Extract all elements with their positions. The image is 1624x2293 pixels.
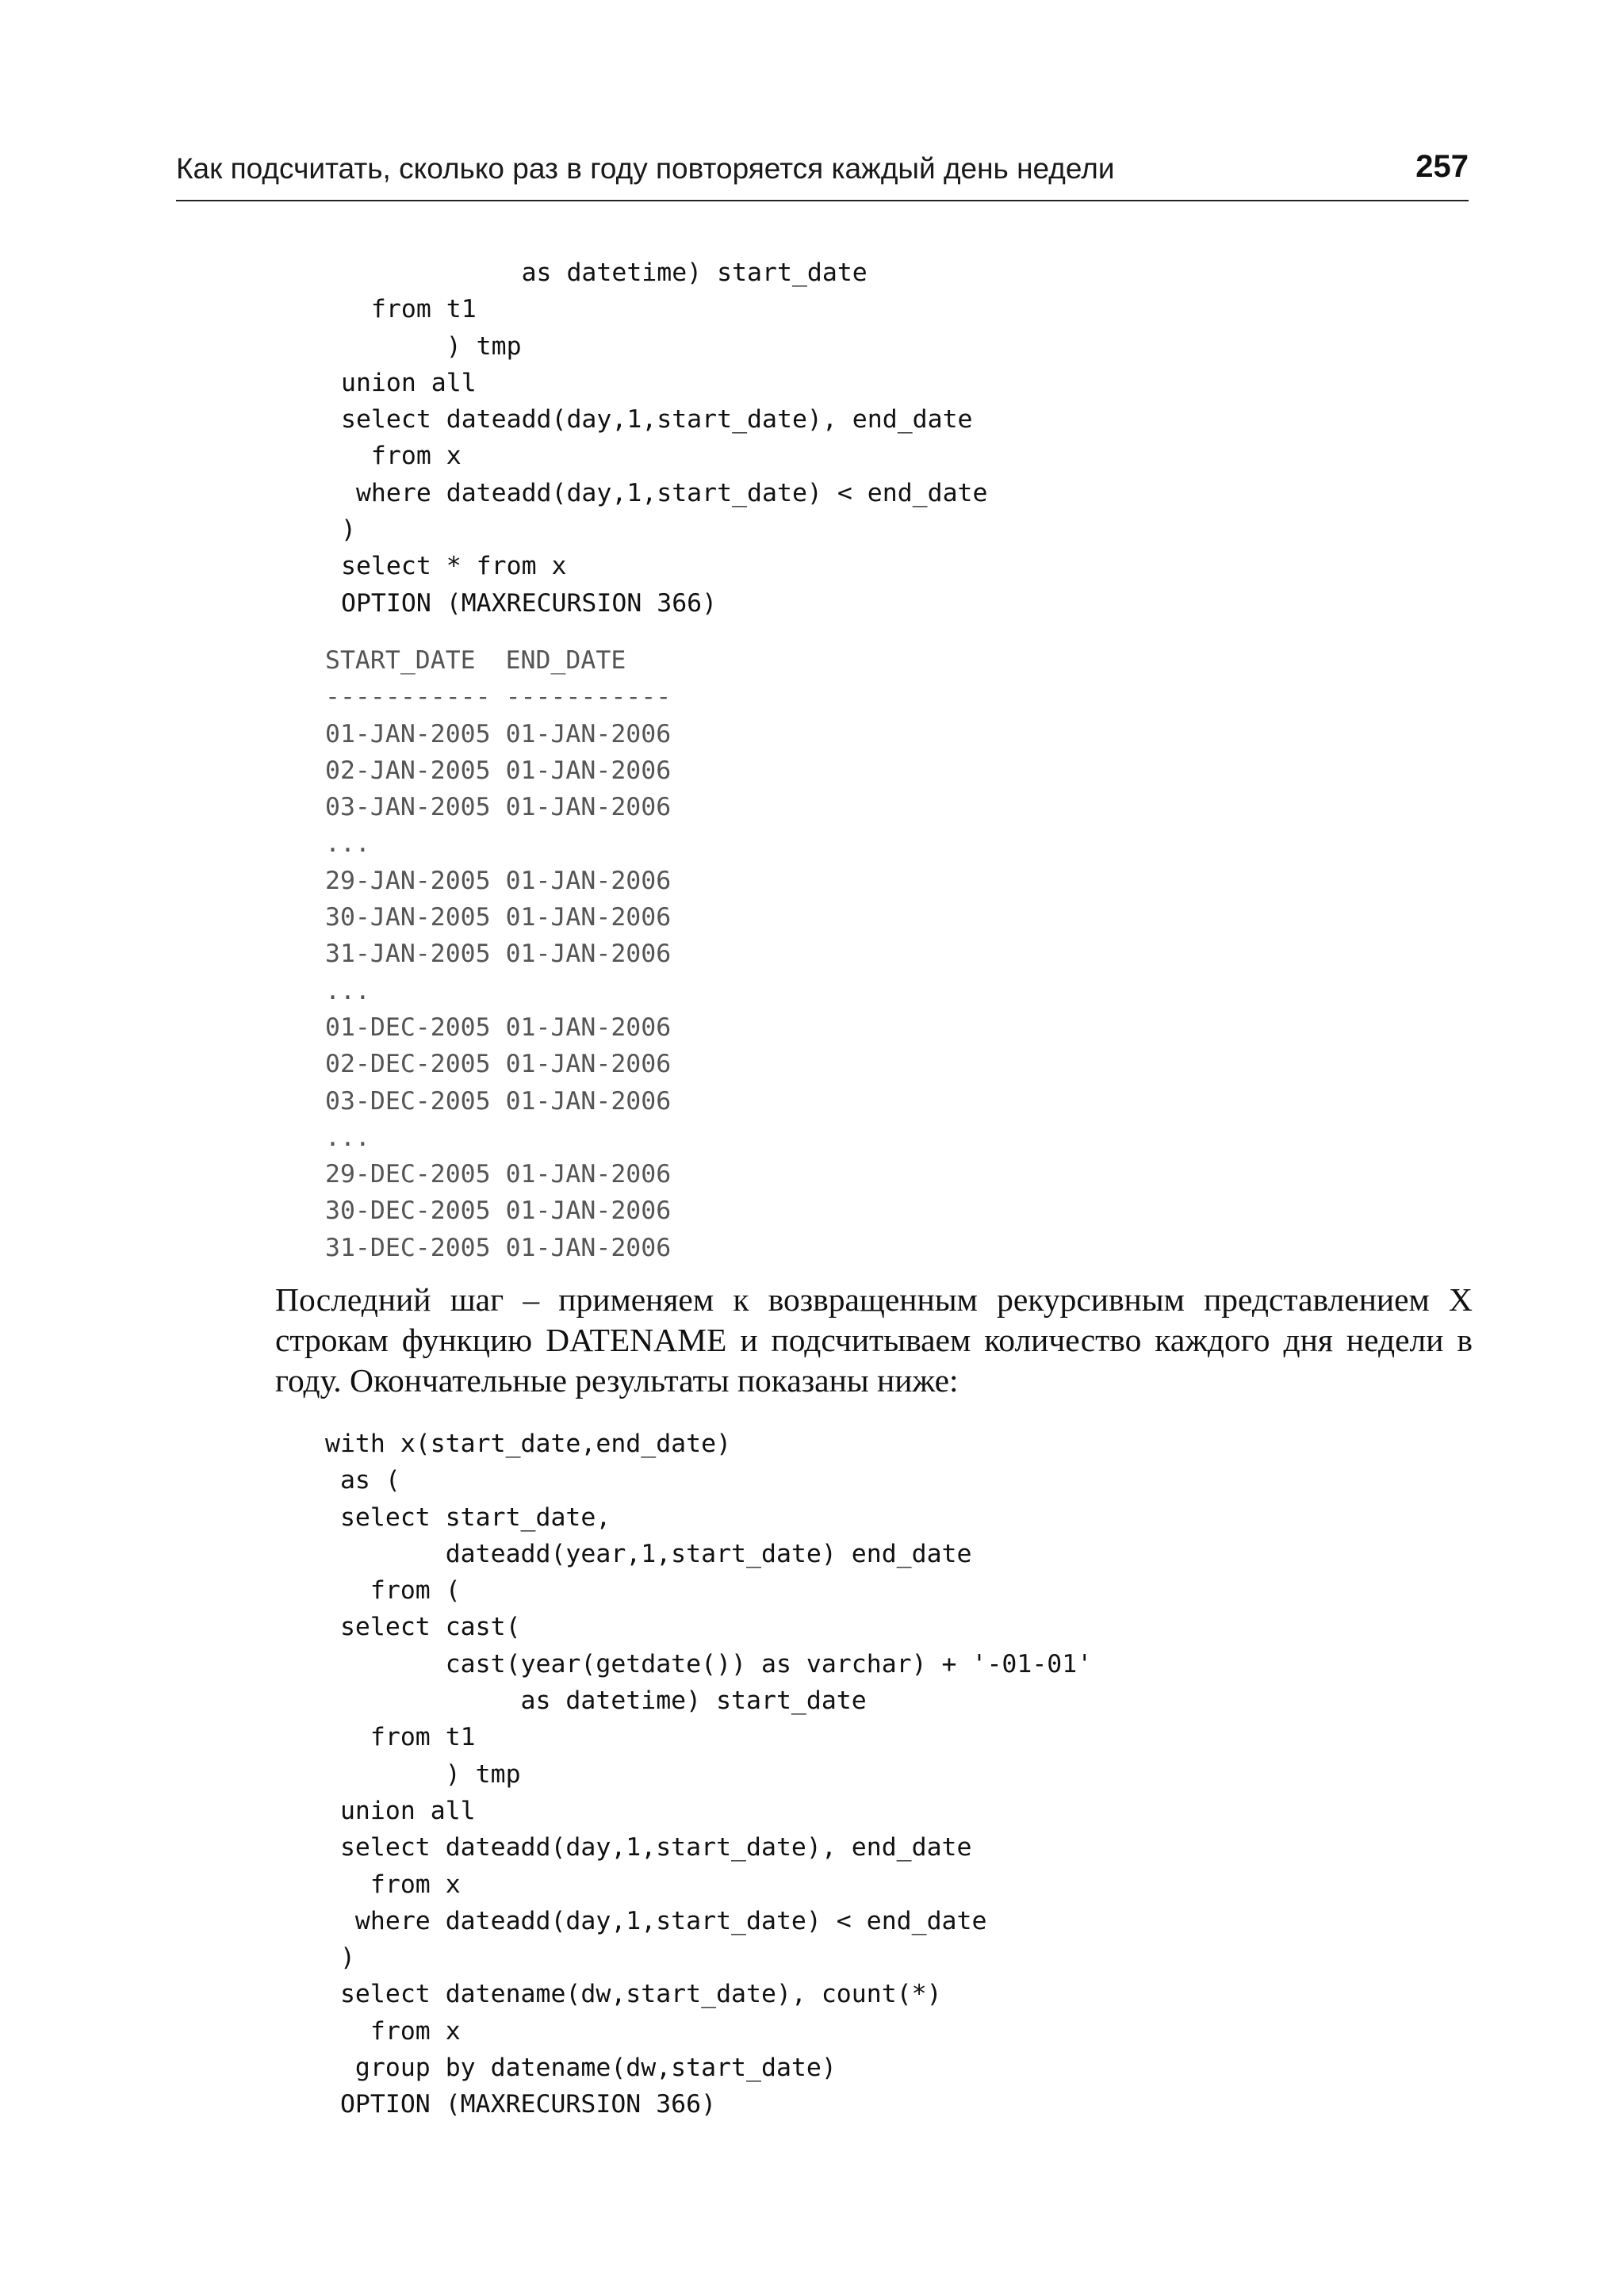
output-row: 01-DEC-2005 01-JAN-2006: [325, 1013, 672, 1042]
code-line: ) tmp: [341, 331, 522, 361]
code-block-bottom: [325, 1426, 1092, 2123]
page-number: 257: [1415, 149, 1469, 184]
code-line: union all: [325, 1796, 476, 1825]
code-line: as (: [325, 1466, 400, 1495]
output-row: 29-JAN-2005 01-JAN-2006: [325, 866, 672, 895]
code-line: from x: [325, 1870, 461, 1899]
code-line: from x: [325, 2016, 461, 2046]
output-row: 31-JAN-2005 01-JAN-2006: [325, 940, 672, 969]
output-row: 30-JAN-2005 01-JAN-2006: [325, 903, 672, 932]
code-line: from t1: [341, 295, 477, 324]
output-row: ...: [325, 976, 370, 1005]
code-line: ): [325, 1943, 355, 1973]
code-line: ): [341, 515, 356, 545]
output-row: 02-JAN-2005 01-JAN-2006: [325, 756, 672, 785]
code-line: select dateadd(day,1,start_date), end_date: [325, 1833, 972, 1862]
code-line: from (: [325, 1576, 461, 1606]
code-line: with x(start_date,end_date): [325, 1430, 732, 1458]
output-separator: ----------- -----------: [325, 683, 672, 712]
query-output: [325, 642, 671, 1266]
code-line: ) tmp: [325, 1759, 521, 1789]
code-line: group by datename(dw,start_date): [325, 2054, 837, 2083]
code-line: as datetime) start_date: [325, 1686, 867, 1716]
code-line: select dateadd(day,1,start_date), end_date: [341, 405, 973, 434]
code-line: cast(year(getdate()) as varchar) + '-01-01': [325, 1649, 1093, 1679]
output-row: 02-DEC-2005 01-JAN-2006: [325, 1050, 672, 1079]
running-header-title: Как подсчитать, сколько раз в году повторяется каждый день недели: [176, 152, 1115, 185]
output-row: ...: [325, 1123, 370, 1152]
code-line: dateadd(year,1,start_date) end_date: [325, 1539, 972, 1568]
code-line: where dateadd(day,1,start_date) < end_date: [325, 1906, 987, 1935]
code-line: from t1: [325, 1723, 476, 1752]
code-line: OPTION (MAXRECURSION 366): [325, 2090, 717, 2119]
output-row: ...: [325, 829, 370, 859]
code-block-top: [341, 255, 987, 622]
code-line: union all: [341, 368, 477, 397]
output-row: 01-JAN-2005 01-JAN-2006: [325, 719, 672, 748]
code-line: select cast(: [325, 1613, 521, 1642]
code-line: select start_date,: [325, 1503, 611, 1532]
code-line: OPTION (MAXRECURSION 366): [341, 588, 718, 618]
output-row: 31-DEC-2005 01-JAN-2006: [325, 1233, 672, 1262]
code-line: as datetime) start_date: [341, 258, 868, 287]
output-row: 29-DEC-2005 01-JAN-2006: [325, 1160, 672, 1189]
output-row: 03-DEC-2005 01-JAN-2006: [325, 1086, 672, 1116]
code-line: where dateadd(day,1,start_date) < end_date: [341, 478, 988, 507]
output-row: 30-DEC-2005 01-JAN-2006: [325, 1196, 672, 1226]
output-header: START_DATE END_DATE: [325, 646, 626, 675]
code-line: select * from x: [341, 552, 567, 581]
code-line: from x: [341, 442, 462, 471]
output-row: 03-JAN-2005 01-JAN-2006: [325, 793, 672, 822]
body-paragraph: Последний шаг – применяем к возвращенным рекурсивным представлением X строкам функцию DATENAME и подсчитываем количество каждого дня недели в году. Окончательные результаты показаны ниже:: [275, 1281, 1473, 1399]
running-header: [176, 149, 1469, 201]
code-line: select datename(dw,start_date), count(*): [325, 1980, 942, 2009]
